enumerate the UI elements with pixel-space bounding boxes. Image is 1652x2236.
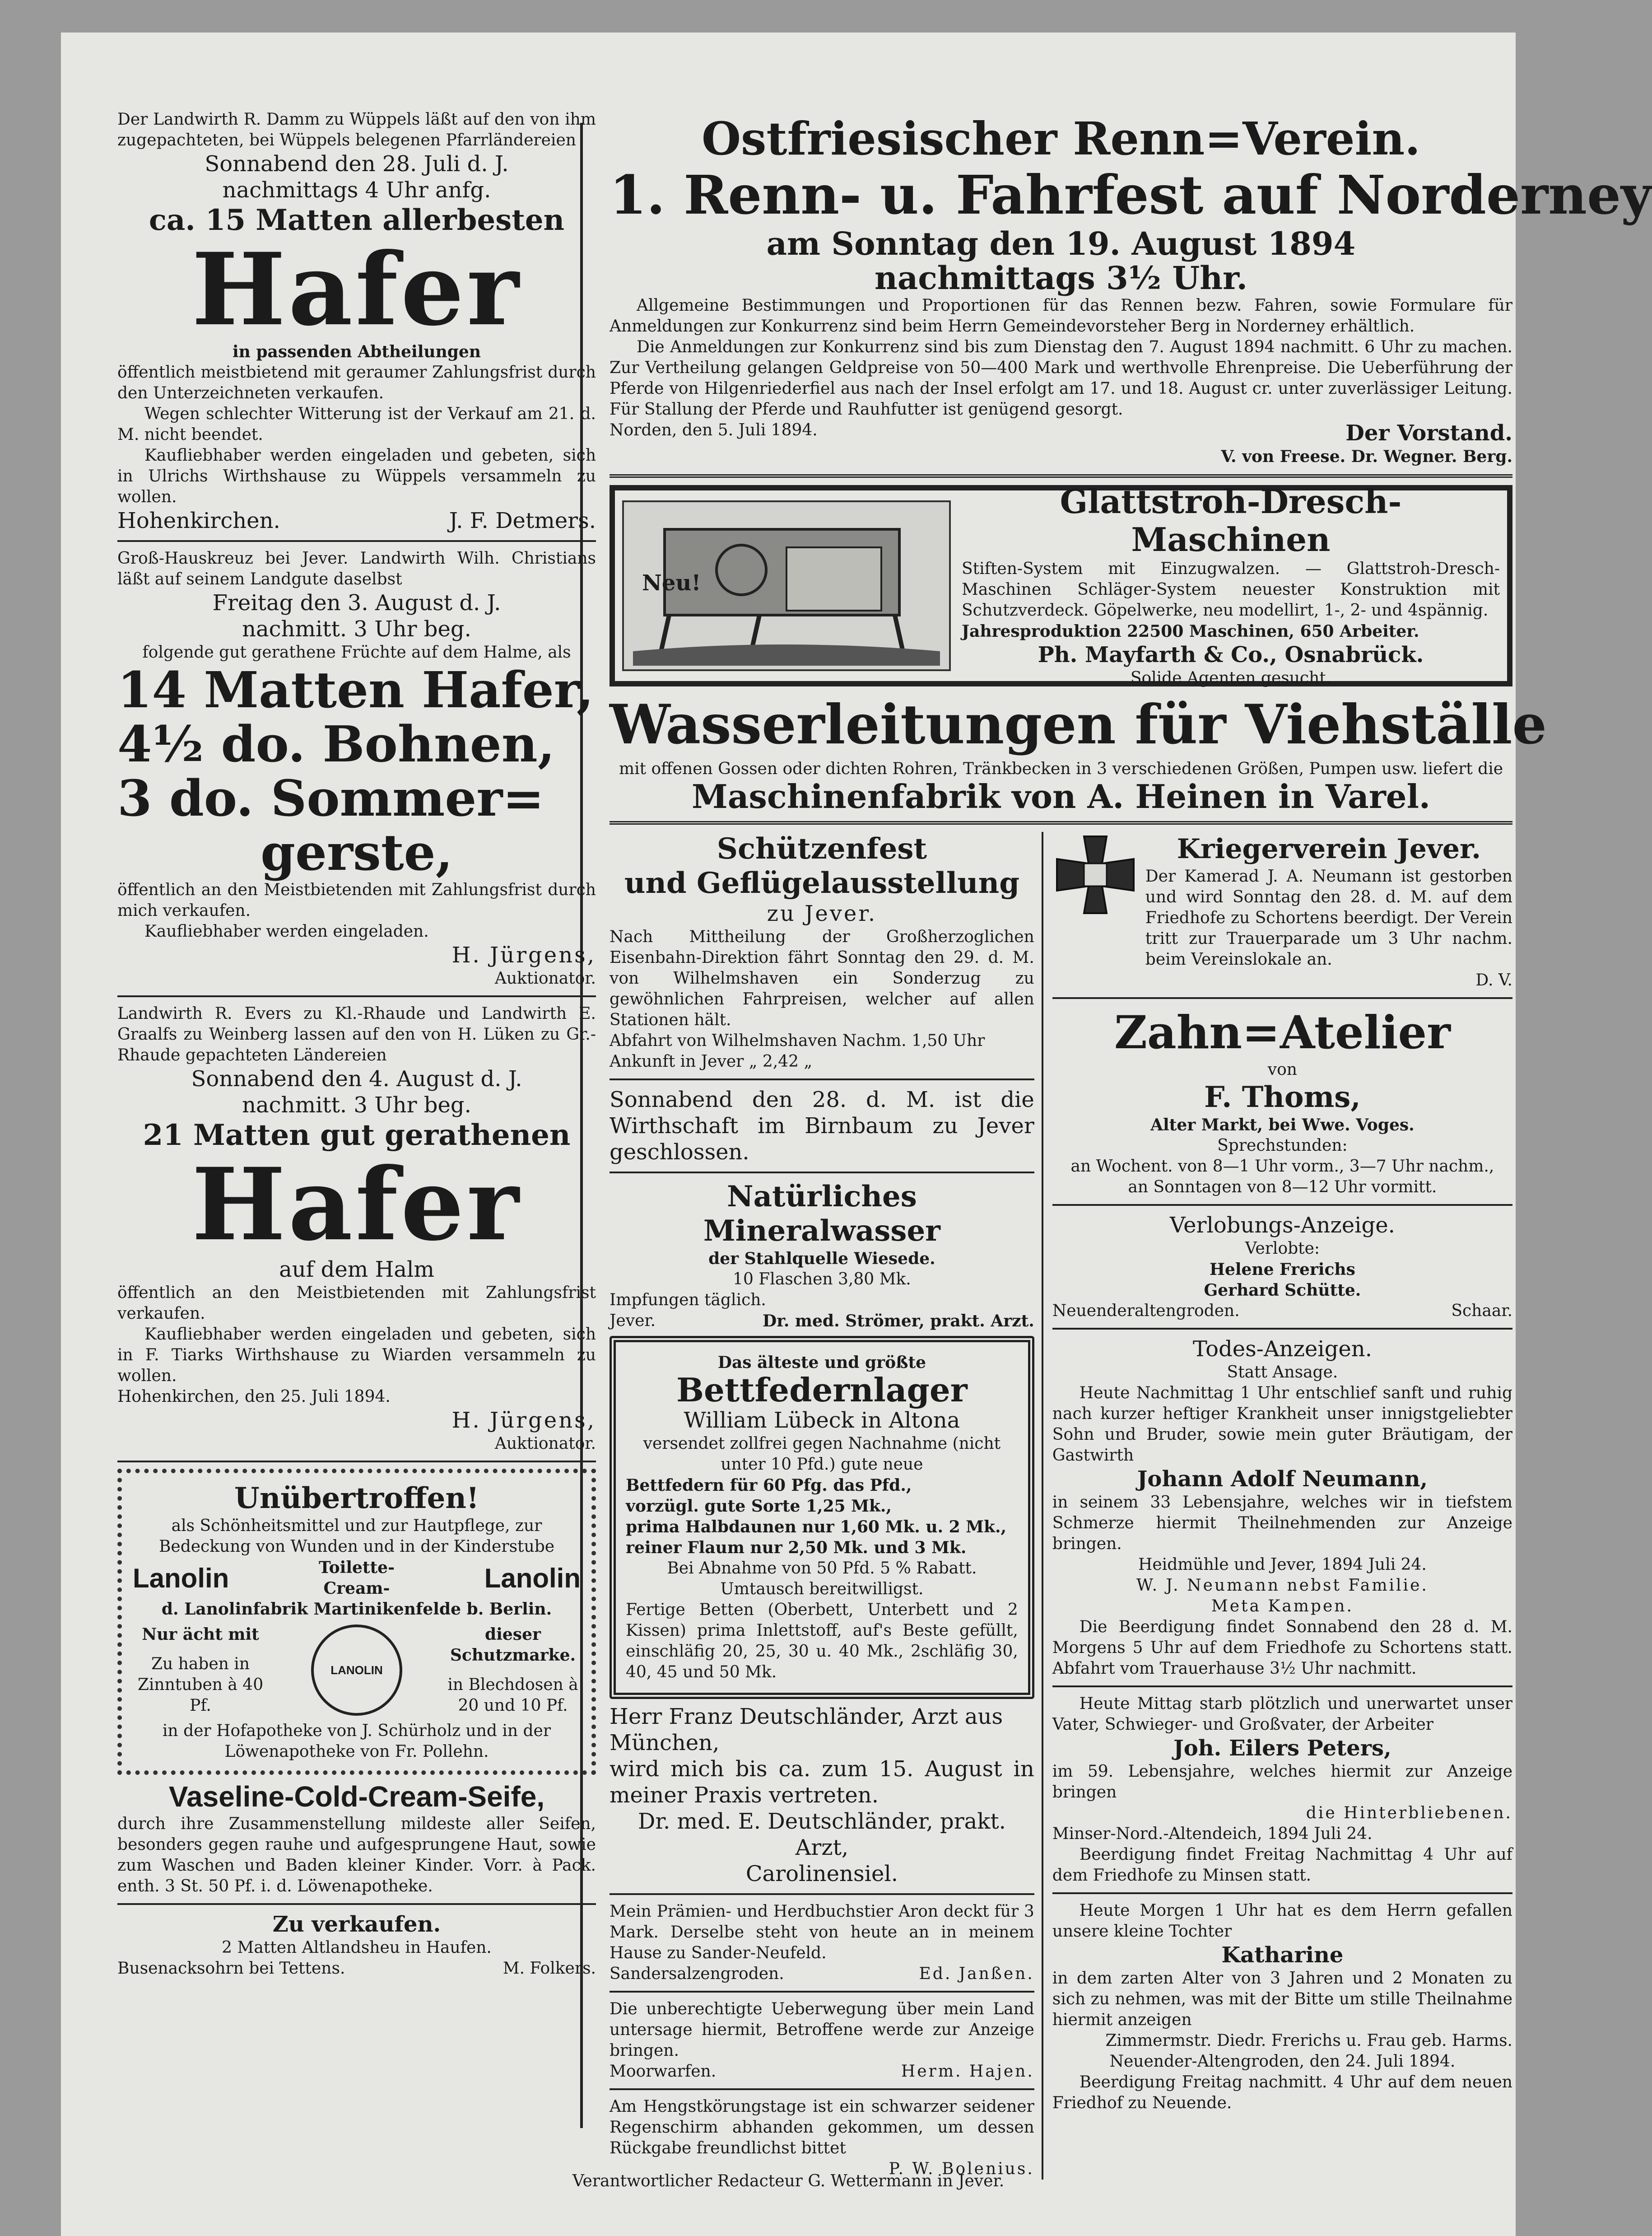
ad-stier-aron <box>610 1901 1034 1984</box>
ad-place: Hohenkirchen. <box>117 508 280 533</box>
todes-a2: Heute Mittag starb plötzlich und unerwartet unser Vater, Schwieger- und Großvater, der Arbeiter <box>1052 1695 1512 1734</box>
ad-time: nachmitt. 3 Uhr beg. <box>242 616 471 642</box>
ad-line: 4½ do. Bohnen, <box>117 715 555 773</box>
verlobung-title: Verlobungs-Anzeige. <box>1169 1213 1395 1238</box>
ad-line: gerste, <box>261 823 453 882</box>
ad-quantity: 21 Matten gut gerathenen <box>143 1118 571 1152</box>
arzt-sig: Dr. med. E. Deutschländer, prakt. Arzt, <box>638 1809 1006 1860</box>
ad-invite: Kaufliebhaber werden eingeladen und gebeten, sich in F. Tiarks Wirthshause zu Wiarden versammeln zu wollen. <box>117 1325 596 1385</box>
arzt-l1: Herr Franz Deutschländer, Arzt aus München, <box>610 1704 1003 1755</box>
ad-verlobung <box>1052 1212 1512 1321</box>
todes-a3d: Neuender-Altengroden, den 24. Juli 1894. <box>1109 2052 1456 2071</box>
schirm-body: Am Hengstkörungstage ist ein schwarzer seidener Regenschirm abhanden gekommen, um dessen Rückgabe freundlichst bittet <box>610 2097 1034 2157</box>
ad-verkauf <box>117 1911 596 1979</box>
ad-body: öffentlich an den Meistbietenden mit Zahlungsfrist durch mich verkaufen. <box>117 881 596 920</box>
betten-title: Bettfedernlager <box>676 1371 968 1409</box>
ad-quantity: ca. 15 Matten allerbesten <box>149 203 565 237</box>
ad-body: öffentlich meistbietend mit geraumer Zahlungsfrist durch den Unterzeichneten verkaufen. <box>117 363 596 402</box>
betten-kicker: Das älteste und größte <box>717 1353 926 1372</box>
ad-regenschirm <box>610 2096 1034 2180</box>
ad-role: Auktionator. <box>494 969 596 988</box>
betten-l8: Fertige Betten (Oberbett, Unterbett und 2 Kissen) prima Inlettstoff, auf's Beste gefüllt, einschläfig 20, 25, 30 u. 40 Mk., 2schläfig 30, 40, 45 und 50 Mk. <box>626 1601 1018 1681</box>
divider <box>610 821 1512 825</box>
schuetzen-place: zu Jever. <box>767 901 877 926</box>
ad-line: 3 do. Sommer= <box>117 769 544 827</box>
verlobung-name-1: Helene Frerichs <box>1209 1260 1355 1279</box>
divider <box>610 474 1512 478</box>
ad-mineralwasser <box>610 1180 1034 1331</box>
sale-place: Busenacksohrn bei Tettens. <box>117 1959 345 1978</box>
todes-name-2: Joh. Eilers Peters, <box>1173 1736 1391 1761</box>
right-column <box>610 112 1652 2180</box>
todes-name-3: Katharine <box>1221 1942 1344 1968</box>
ad-body: öffentlich an den Meistbietenden mit Zahlungsfrist verkaufen. <box>117 1284 596 1323</box>
todes-sub: Statt Ansage. <box>1227 1363 1338 1382</box>
lanolin-tubes: Zu haben in Zinntuben à 40 Pf. <box>137 1655 264 1715</box>
right-sub-left <box>610 832 1043 2180</box>
ad-lead: folgende gut gerathene Früchte auf dem Halme, als <box>142 643 571 662</box>
lanolin-right-notes <box>445 1624 581 1716</box>
todes-a2c: die Hinterbliebenen. <box>1306 1804 1512 1822</box>
weg-place: Moorwarfen. <box>610 2062 717 2081</box>
betten-l2: Bettfedern für 60 Pfg. das Pfd., <box>626 1476 912 1495</box>
lanolin-tins: in Blechdosen à 20 und 10 Pf. <box>447 1676 578 1715</box>
ad-ueberwegung <box>610 1999 1034 2082</box>
krieger-title: Kriegerverein Jever. <box>1177 833 1481 865</box>
dresch-agents: Solide Agenten gesucht. <box>1130 669 1331 687</box>
zahn-von: von <box>1267 1060 1297 1079</box>
mineral-doctor: Dr. med. Strömer, prakt. Arzt. <box>762 1312 1034 1330</box>
verlobung-name-2: Gerhard Schütte. <box>1204 1281 1361 1300</box>
lanolin-left-notes <box>133 1624 268 1716</box>
ad-intro: Landwirth R. Evers zu Kl.-Rhaude und Landwirth E. Graalfs zu Weinberg lassen auf den von H. Lüken zu Gr.-Rhaude gepachteten Ländereien <box>117 1004 596 1064</box>
verlobung-place: Neuenderaltengroden. <box>1052 1302 1240 1320</box>
divider <box>117 1461 596 1462</box>
sale-body: 2 Matten Altlandsheu in Haufen. <box>222 1938 492 1957</box>
divider <box>117 995 596 997</box>
todes-a2e: Beerdigung findet Freitag Nachmittag 4 Uhr auf dem Friedhofe zu Minsen statt. <box>1052 1845 1512 1885</box>
krieger-text <box>1145 832 1512 970</box>
divider <box>610 1893 1034 1895</box>
threshing-machine-image <box>622 500 951 671</box>
ad-date: Freitag den 3. August d. J. <box>212 590 501 616</box>
divider <box>1052 997 1512 999</box>
schuetzen-body: Nach Mittheilung der Großherzoglichen Eisenbahn-Direktion fährt Sonntag den 29. d. M. von Wilhelmshaven ein Sonderzug zu gewöhnlichen Fahrpreisen, welcher auf allen Stationen hält. <box>610 928 1034 1029</box>
ad-time: nachmittags 4 Uhr anfg. <box>222 177 491 203</box>
lanolin-title: Unübertroffen! <box>234 1481 479 1515</box>
divider <box>1052 1892 1512 1894</box>
renn-dateline-row <box>610 420 1512 446</box>
betten-l5: reiner Flaum nur 2,50 Mk. und 3 Mk. <box>626 1538 967 1557</box>
mineral-title: Natürliches Mineralwasser <box>703 1180 940 1248</box>
ad-hafer-evers <box>117 1004 596 1454</box>
renn-p1: Allgemeine Bestimmungen und Proportionen für das Rennen bezw. Fahren, sowie Formulare für Anmeldungen zur Konkurrenz sind beim Herrn Gemeindevorsteher Berg in Norderney erhältlich. <box>610 296 1512 336</box>
mineral-place: Jever. <box>610 1312 656 1330</box>
todes-a3c: Zimmermstr. Diedr. Frerichs u. Frau geb. Harms. <box>1105 2031 1512 2050</box>
page-footer: Verantwortlicher Redacteur G. Wettermann in Jever. <box>572 2172 1005 2190</box>
divider <box>610 1991 1034 1993</box>
betten-l6: Bei Abnahme von 50 Pfd. 5 % Rabatt. <box>667 1559 977 1578</box>
ad-intro: Der Landwirth R. Damm zu Wüppels läßt auf den von ihm zugepachteten, bei Wüppels belegenen Pfarrländereien <box>117 110 596 149</box>
ad-invite: Kaufliebhaber werden eingeladen. <box>144 922 429 941</box>
dresch-production: Jahresproduktion 22500 Maschinen, 650 Arbeiter. <box>962 622 1419 641</box>
zahn-hours: Sprechstunden: <box>1217 1136 1348 1155</box>
todes-title: Todes-Anzeigen. <box>1192 1336 1372 1362</box>
renn-org: Ostfriesischer Renn=Verein. <box>702 112 1420 165</box>
ad-signer: H. Jürgens, <box>451 943 596 968</box>
ad-lanolin <box>117 1469 596 1775</box>
ad-fruechte-christians <box>117 548 596 989</box>
betten-l4: prima Halbdaunen nur 1,60 Mk. u. 2 Mk., <box>626 1517 1007 1536</box>
iron-cross-icon <box>1052 832 1138 918</box>
todes-a3e: Beerdigung Freitag nachmitt. 4 Uhr auf dem neuen Friedhof zu Neuende. <box>1052 2073 1512 2112</box>
ad-note: Wegen schlechter Witterung ist der Verkauf am 21. d. M. nicht beendet. <box>117 405 596 444</box>
schuetzen-dep: Abfahrt von Wilhelmshaven Nachm. 1,50 Uhr <box>610 1032 985 1050</box>
renn-dateline: Norden, den 5. Juli 1894. <box>610 421 818 439</box>
todes-a1e: Meta Kampen. <box>1211 1597 1354 1615</box>
betten-l7: Umtausch bereitwilligst. <box>720 1580 924 1598</box>
ad-wasserleitungen <box>610 691 1547 816</box>
aron-signature-row <box>610 1964 1034 1984</box>
ad-kriegerverein <box>1052 832 1512 991</box>
ad-item: Hafer <box>191 231 522 348</box>
lanolin-brand-right: Lanolin <box>484 1563 581 1593</box>
lanolin-seal-text: LANOLIN <box>330 1663 383 1677</box>
krieger-header <box>1052 832 1512 970</box>
ad-time: nachmitt. 3 Uhr beg. <box>242 1092 471 1118</box>
mineral-daily: Impfungen täglich. <box>610 1291 766 1309</box>
aron-body: Mein Prämien- und Herdbuchstier Aron deckt für 3 Mark. Derselbe steht von heute an in meinem Hause zu Sander-Neufeld. <box>610 1902 1034 1962</box>
ad-invite: Kaufliebhaber werden eingeladen und gebeten, sich in Ulrichs Wirthshause zu Wüppels versammeln zu wollen. <box>117 446 596 506</box>
ad-signer: H. Jürgens, <box>451 1408 596 1433</box>
schuetzen-arr: Ankunft in Jever „ 2,42 „ <box>610 1052 813 1071</box>
lanolin-sellers: in der Hofapotheke von J. Schürholz und in der Löwenapotheke von Fr. Pollehn. <box>162 1722 551 1761</box>
zahn-title: Zahn=Atelier <box>1114 1006 1451 1059</box>
ad-role: Auktionator. <box>494 1434 596 1453</box>
krieger-body: Der Kamerad J. A. Neumann ist gestorben und wird Sonntag den 28. d. M. auf dem Friedhofe zu Schortens beerdigt. Der Verein tritt zur Trauerparade um 3 Uhr nachm. beim Vereinslokale an. <box>1145 867 1512 969</box>
wasser-title: Wasserleitungen für Viehställe <box>610 693 1547 756</box>
ad-zahn-atelier <box>1052 1005 1512 1198</box>
mineral-price: 10 Flaschen 3,80 Mk. <box>733 1270 911 1288</box>
lanolin-maker: d. Lanolinfabrik Martinikenfelde b. Berlin. <box>161 1600 552 1619</box>
dresch-title: Glattstroh-Dresch-Maschinen <box>1060 482 1402 559</box>
divider <box>117 540 596 542</box>
ad-sub: auf dem Halm <box>279 1257 434 1282</box>
ad-item: Hafer <box>191 1146 522 1263</box>
renn-date: am Sonntag den 19. August 1894 <box>766 225 1356 262</box>
todes-a1c: Heidmühle und Jever, 1894 Juli 24. <box>1138 1555 1427 1574</box>
renn-title: 1. Renn- u. Fahrfest auf Norderney <box>610 163 1652 226</box>
verlobung-sub: Verlobte: <box>1245 1239 1320 1258</box>
divider <box>610 1172 1034 1173</box>
ad-birnbaum: Sonnabend den 28. d. M. ist die Wirthschaft im Birnbaum zu Jever geschlossen. <box>610 1087 1034 1165</box>
dresch-text <box>962 483 1500 689</box>
lanolin-right-note: dieser Schutzmarke. <box>450 1625 576 1665</box>
lanolin-middle: Toilette-Cream- <box>318 1558 395 1598</box>
schuetzen-title-2: und Geflügelausstellung <box>624 866 1019 900</box>
ad-hafer-wueppels <box>117 109 596 534</box>
aron-place: Sandersalzengroden. <box>610 1965 784 1983</box>
ad-bettfedern <box>610 1336 1034 1699</box>
divider <box>1052 1328 1512 1330</box>
divider <box>1052 1685 1512 1687</box>
right-sub-right <box>1043 832 1512 2180</box>
todes-a3b: in dem zarten Alter von 3 Jahren und 2 Monaten zu sich zu nehmen, was mit der Bitte um stille Theilnahme hiermit anzeigen <box>1052 1969 1512 2029</box>
weg-signature-row <box>610 2061 1034 2082</box>
todes-name-1: Johann Adolf Neumann, <box>1137 1466 1428 1492</box>
ad-dreschmaschinen <box>610 482 1512 687</box>
krieger-sig: D. V. <box>1475 971 1512 990</box>
newspaper-page <box>61 33 1652 2236</box>
ad-vaseline <box>117 1779 596 1897</box>
divider <box>117 1903 596 1905</box>
mineral-sub: der Stahlquelle Wiesede. <box>708 1249 935 1268</box>
ad-arzt-vertretung <box>610 1704 1034 1887</box>
sale-signature-row <box>117 1958 596 1979</box>
betten-l1: versendet zollfrei gegen Nachnahme (nicht unter 10 Pfd.) gute neue <box>643 1434 1001 1474</box>
wasser-body: mit offenen Gossen oder dichten Rohren, Tränkbecken in 3 verschiedenen Größen, Pumpen usw. liefert die <box>619 760 1503 778</box>
todes-a1b: in seinem 33 Lebensjahre, welches wir in tiefstem Schmerze hiermit Theilnehmenden zur Anzeige bringen. <box>1052 1493 1512 1553</box>
betten-l3: vorzügl. gute Sorte 1,25 Mk., <box>626 1497 892 1516</box>
dresch-firm: Ph. Mayfarth & Co., Osnabrück. <box>1038 642 1424 668</box>
zahn-addr: Alter Markt, bei Wwe. Voges. <box>1150 1116 1415 1134</box>
zahn-name: F. Thoms, <box>1204 1080 1361 1114</box>
todes-a2d: Minser-Nord.-Altendeich, 1894 Juli 24. <box>1052 1825 1373 1843</box>
dresch-badge: Neu! <box>642 570 701 596</box>
lanolin-seal-icon <box>311 1624 402 1716</box>
weg-body: Die unberechtigte Ueberwegung über mein Land untersage hiermit, Betroffene werde zur Anzeige bringen. <box>610 2000 1034 2060</box>
ad-schuetzenfest <box>610 832 1034 1072</box>
zahn-h2: an Sonntagen von 8—12 Uhr vormitt. <box>1128 1178 1437 1196</box>
ad-todesanzeigen <box>1052 1336 1512 2114</box>
lanolin-brand-left: Lanolin <box>133 1563 229 1593</box>
vaseline-title: Vaseline-Cold-Cream-Seife, <box>168 1780 545 1813</box>
todes-a1f: Die Beerdigung findet Sonnabend den 28 d. M. Morgens 5 Uhr auf dem Friedhofe zu Schortens statt. Abfahrt vom Trauerhause 3½ Uhr nachmitt. <box>1052 1618 1512 1678</box>
verlobung-place-2: Schaar. <box>1451 1302 1512 1320</box>
schirm-signer: P. W. Bolenius. <box>889 2160 1034 2178</box>
betten-firm: William Lübeck in Altona <box>684 1408 960 1433</box>
renn-p2: Die Anmeldungen zur Konkurrenz sind bis zum Dienstag den 7. August 1894 nachmitt. 6 Uhr zu machen. Zur Vertheilung gelangen Geldpreise von 50—400 Mark und werthvolle Ehrenpreise. Die Ueberführung der Pferde von Hilgenriederfiel aus nach der Insel erfolgt am 17. und 18. August cr. unter zuverlässiger Leitung. Für Stallung der Pferde und Rauhfutter ist genügend gesorgt. <box>610 338 1512 419</box>
lanolin-body: als Schönheitsmittel und zur Hautpflege, zur Bedeckung von Wunden und in der Kinderstube <box>158 1517 555 1556</box>
ad-rennverein <box>610 112 1652 467</box>
lanolin-left-note: Nur ächt mit <box>142 1625 259 1644</box>
sale-signer: M. Folkers. <box>503 1959 596 1978</box>
schuetzen-title-1: Schützenfest <box>717 832 927 866</box>
ad-sub: in passenden Abtheilungen <box>232 342 481 361</box>
arzt-l2: wird mich bis ca. zum 15. August in meiner Praxis vertreten. <box>610 1756 1034 1808</box>
lanolin-seal-row <box>133 1624 581 1716</box>
lanolin-brand-row <box>133 1557 581 1599</box>
ad-date: Sonnabend den 28. Juli d. J. <box>205 151 509 177</box>
weg-signer: Herm. Hajen. <box>901 2062 1034 2081</box>
ad-signature-row <box>117 508 596 534</box>
sale-title: Zu verkaufen. <box>272 1912 441 1937</box>
renn-board: Der Vorstand. <box>1345 420 1512 446</box>
left-column <box>117 109 596 1979</box>
todes-a1: Heute Nachmittag 1 Uhr entschlief sanft und ruhig nach kurzer heftiger Krankheit unser innigstgeliebter Sohn und Bruder, sowie mein guter Bräutigam, der Gastwirth <box>1052 1384 1512 1465</box>
ad-dateline: Hohenkirchen, den 25. Juli 1894. <box>117 1387 391 1406</box>
todes-a2b: im 59. Lebensjahre, welches hiermit zur Anzeige bringen <box>1052 1762 1512 1802</box>
ad-signer: J. F. Detmers. <box>449 508 596 533</box>
ad-date: Sonnabend den 4. August d. J. <box>191 1066 522 1092</box>
divider <box>610 2088 1034 2090</box>
right-subcolumns <box>610 832 1512 2180</box>
todes-a1d: W. J. Neumann nebst Familie. <box>1136 1576 1429 1595</box>
verlobung-place-row <box>1052 1301 1512 1321</box>
aron-signer: Ed. Janßen. <box>919 1965 1034 1983</box>
renn-time: nachmittags 3½ Uhr. <box>874 259 1248 297</box>
divider <box>610 1078 1034 1080</box>
todes-a3: Heute Morgen 1 Uhr hat es dem Herrn gefallen unsere kleine Tochter <box>1052 1901 1512 1941</box>
wasser-firm: Maschinenfabrik von A. Heinen in Varel. <box>692 777 1430 816</box>
mineral-signature-row <box>610 1311 1034 1331</box>
ad-line: 14 Matten Hafer, <box>117 661 594 719</box>
vaseline-body: durch ihre Zusammenstellung mildeste aller Seifen, besonders gegen rauhe und aufgesprungene Haut, sowie zum Waschen und Baden kleiner Kinder. Vorr. à Pack. enth. 3 St. 50 Pf. i. d. Löwenapotheke. <box>117 1815 596 1895</box>
dresch-body: Stiften-System mit Einzugwalzen. — Glattstroh-Dresch-Maschinen Schläger-System neuester Konstruktion mit Schutzverdeck. Göpelwerke, neu modellirt, 1-, 2- und 4spännig. <box>962 560 1500 620</box>
renn-members: V. von Freese. Dr. Wegner. Berg. <box>1221 447 1512 466</box>
zahn-h1: an Wochent. von 8—1 Uhr vorm., 3—7 Uhr nachm., <box>1070 1157 1494 1176</box>
arzt-place: Carolinensiel. <box>745 1861 898 1886</box>
ad-intro: Groß-Hauskreuz bei Jever. Landwirth Wilh. Christians läßt auf seinem Landgute daselbst <box>117 549 596 588</box>
divider <box>1052 1204 1512 1206</box>
